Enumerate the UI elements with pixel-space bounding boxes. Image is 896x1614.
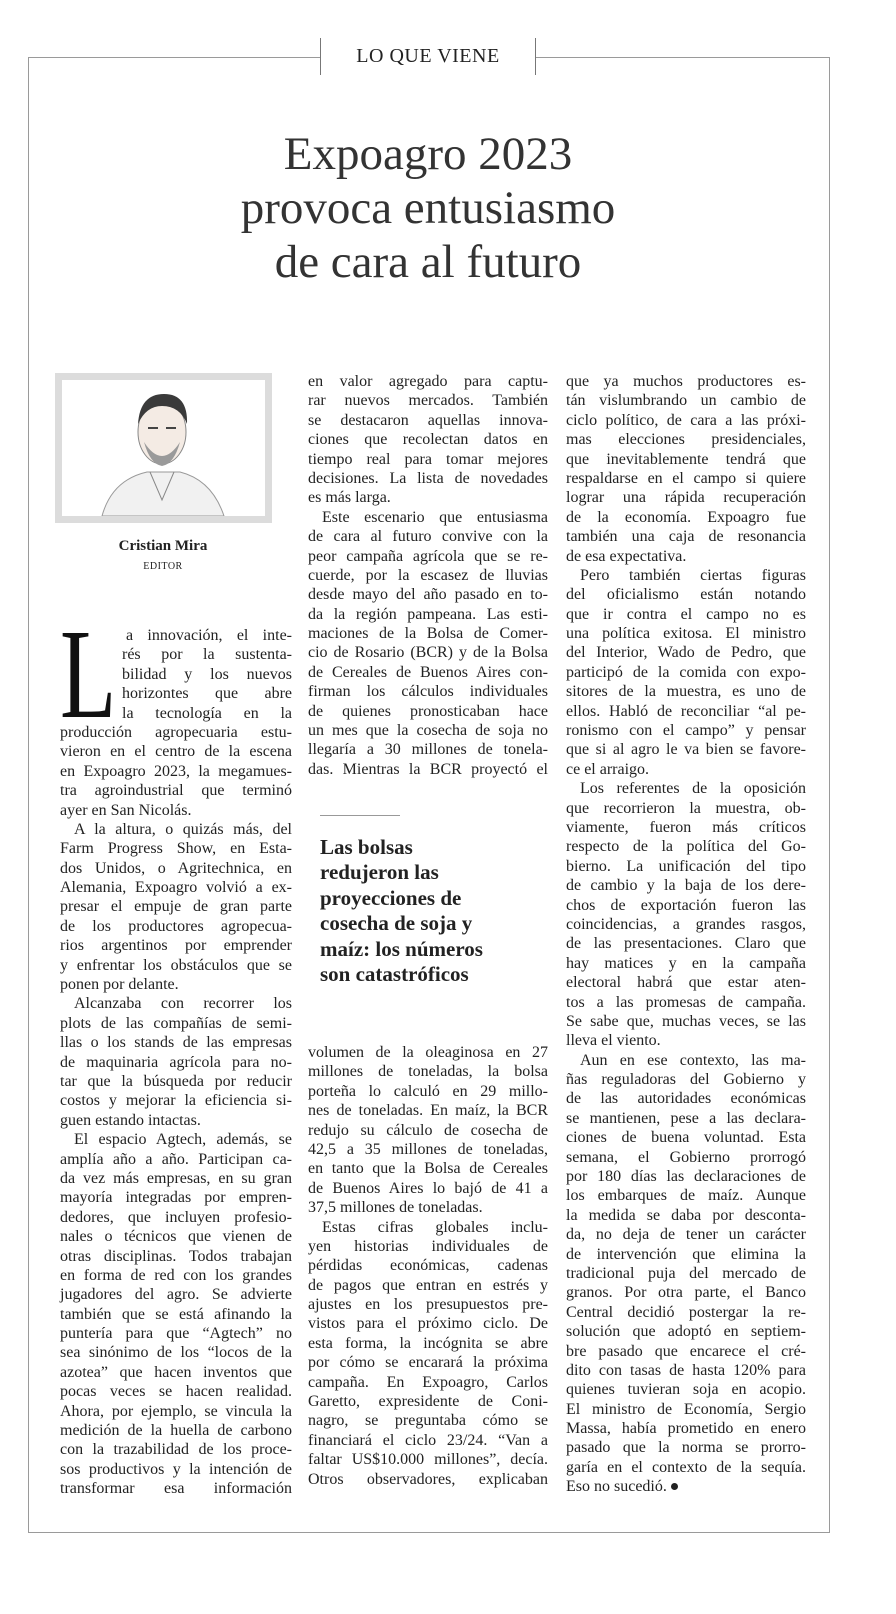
text-line: de maquinaria agrícola para no- (60, 1053, 292, 1071)
text-line: tiempo real para tomar mejores (308, 450, 548, 468)
text-line: Se sabe que, muchas veces, se las (566, 1012, 806, 1030)
text-line: jugadores del agro. Se advierte (60, 1286, 292, 1304)
text-line: de la economía. Expoagro fue (566, 508, 806, 526)
text-line: por 180 días las declaraciones de (566, 1168, 806, 1186)
headline-line: de cara al futuro (274, 236, 582, 288)
text-line: un mes que la cosecha de soja no (308, 722, 548, 740)
text-line: bre pasado que encarece el cré- (566, 1342, 806, 1360)
text-line: tradicional puja del mercado de (566, 1264, 806, 1282)
text-line: Este escenario que entusiasma (322, 508, 548, 526)
text-line: Eso no sucedió. (566, 1477, 806, 1496)
text-line: de las autoridades económicas (566, 1090, 806, 1108)
text-line: Farm Progress Show, en Esta- (60, 840, 292, 858)
text-line: 37,5 millones de toneladas. (308, 1199, 483, 1217)
text-line: 42,5 a 35 millones de toneladas, (308, 1140, 548, 1158)
text-line: granos. Por otra parte, el Banco (566, 1284, 806, 1302)
text-line: participó de la comida con expo- (566, 663, 806, 681)
text-line: sitores de la muestra, es uno de (566, 683, 806, 701)
text-line: campaña. En Expoagro, Carlos (308, 1373, 548, 1391)
text-line: del oficialismo están notando (566, 586, 806, 604)
text-line: da, no deja de tener un carácter (566, 1226, 806, 1244)
text-line: por cómo se encarará la próxima (308, 1354, 548, 1372)
column-2-top (308, 372, 548, 779)
column-2-bottom (308, 1043, 548, 1489)
text-line: respecto de la política del Go- (566, 838, 806, 856)
text-line: El ministro de Economía, Sergio (566, 1400, 806, 1418)
text-line: ayer en San Nicolás. (60, 801, 192, 819)
text-line: lograr una rápida recuperación (566, 489, 806, 507)
text-line: cio de Rosario (BCR) y de la Bolsa (308, 644, 548, 662)
text-line: ciones de buena voluntad. Esta (566, 1129, 806, 1147)
text-line: la medida se daba por desconta- (566, 1206, 806, 1224)
text-line: vieron en el centro de la escena (60, 743, 292, 761)
paragraph (308, 372, 548, 508)
text-line: El espacio Agtech, además, se (74, 1131, 292, 1149)
drop-cap: L (60, 603, 117, 745)
pullquote-line: redujeron las (320, 860, 439, 885)
text-line: Aun en ese contexto, las ma- (580, 1051, 806, 1069)
text-line: amplía año a año. Participan ca- (60, 1150, 292, 1168)
text-line: transformar esa información (60, 1480, 292, 1498)
text-line: ce el arraigo. (566, 760, 650, 778)
text-line: que ya muchos productores es- (566, 373, 806, 390)
text-line: tán vislumbrando un cambio de (566, 392, 806, 410)
text-line: ellos. Habló de reconciliar “al pe- (566, 702, 806, 720)
text-line: millones de toneladas, la bolsa (308, 1063, 548, 1081)
text-line: también que se está afinando la (60, 1305, 292, 1323)
paragraph (60, 994, 292, 1130)
text-line: mas elecciones presidenciales, (566, 431, 806, 449)
text-line: pocas veces se hacen realidad. (60, 1383, 292, 1401)
text-line: Massa, había prometido en enero (566, 1420, 806, 1438)
text-line: redujo su cálculo de cosecha de (308, 1121, 548, 1139)
text-line: llegaría a 30 millones de tonela- (308, 741, 548, 759)
text-line: faltar US$10.000 millones”, decía. (308, 1451, 548, 1469)
text-line: que si al agro le va bien se favore- (566, 741, 806, 759)
text-line: bilidad y los nuevos (122, 665, 292, 683)
pullquote-line: Las bolsas (320, 835, 413, 859)
author-portrait (55, 373, 272, 523)
text-line: costos y mejorar la eficiencia si- (60, 1092, 292, 1110)
text-line: vistos para el próximo ciclo. De (308, 1315, 548, 1333)
pullquote (320, 835, 550, 987)
text-line: plots de las compañías de semi- (60, 1014, 292, 1032)
text-line: Estas cifras globales inclu- (322, 1218, 548, 1236)
text-line: es más larga. (308, 489, 391, 507)
text-line: que recorrieron la muestra, ob- (566, 799, 806, 817)
text-line: hay matices y en la campaña (566, 954, 806, 972)
text-line: producción agropecuaria estu- (60, 723, 292, 741)
text-line: nagro, se preguntaba cómo se (308, 1412, 548, 1430)
text-line: que inevitablemente tendrá que (566, 450, 806, 468)
text-line: semana, el Gobierno prorrogó (566, 1148, 806, 1166)
text-line: una política exitosa. El ministro (566, 625, 806, 643)
text-line: nes de toneladas. En maíz, la BCR (308, 1102, 548, 1120)
text-line: ñas reguladoras del Gobierno y (566, 1071, 806, 1089)
text-line: Alcanzaba con recorrer los (74, 995, 292, 1013)
text-line: pasado que la norma se prorro- (566, 1439, 806, 1457)
text-line: de los productores agropecua- (60, 917, 292, 935)
paragraph (566, 566, 806, 779)
author-name: Cristian Mira (118, 538, 208, 554)
text-line: otras disciplinas. Todos trabajan (60, 1247, 292, 1265)
text-line: rios argentinos por emprender (60, 937, 292, 955)
text-line: con la trazabilidad de los proce- (60, 1441, 292, 1459)
text-line: ponen por delante. (60, 976, 179, 994)
text-line: de cambio y la baja de los dere- (566, 877, 806, 895)
text-line: dito con tasas de hasta 120% para (566, 1361, 806, 1379)
text-line: viamente, fueron más críticos (566, 818, 806, 836)
paragraph (308, 1043, 548, 1218)
text-line: Otros observadores, explicaban (308, 1470, 548, 1488)
text-line: pérdidas económicas, cadenas (308, 1257, 548, 1275)
text-line: Los referentes de la oposición (580, 780, 806, 798)
text-line: de Cereales de Buenos Aires con- (308, 663, 548, 681)
text-line: tra agroindustrial que terminó (60, 782, 292, 800)
text-line: Pero también ciertas figuras (580, 566, 806, 584)
text-line: Alemania, Expoagro volvió a ex- (60, 879, 292, 897)
headline-line: provoca entusiasmo (240, 182, 616, 234)
text-line: quienes tuvieran soja en acopio. (566, 1381, 806, 1399)
text-line: das. Mientras la BCR proyectó el (308, 760, 548, 778)
text-line: cuerde, por la escasez de lluvias (308, 566, 548, 584)
text-line: tos a las promesas de campaña. (566, 993, 806, 1011)
text-line: ajustes en los presupuestos pre- (308, 1296, 548, 1314)
text-line: sea sinónimo de los “locos de la (60, 1344, 292, 1362)
text-line: bierno. La unificación del tipo (566, 857, 806, 875)
text-line: sos productivos y la intención de (60, 1460, 292, 1478)
text-line: de quienes pronosticaban hace (308, 702, 548, 720)
pullquote-line: cosecha de soja y (320, 911, 473, 936)
pullquote-line: proyecciones de (320, 885, 462, 910)
text-line: A la altura, o quizás más, del (74, 820, 292, 838)
paragraph (60, 1130, 292, 1498)
text-line: de cara al futuro convive con la (308, 528, 548, 546)
text-line: se mantienen, pese a las declara- (566, 1109, 806, 1127)
author-role: EDITOR (143, 561, 183, 572)
pullquote-line: maíz: los números (320, 936, 483, 961)
text-line: horizontes que abre (122, 685, 292, 703)
column-1 (60, 603, 292, 1499)
text-line: de esa expectativa. (566, 547, 687, 565)
text-line: peor campaña agrícola que se re- (308, 547, 548, 565)
text-line: presar el empuje de gran parte (60, 898, 292, 916)
text-line: electoral habrá que estar aten- (566, 974, 806, 992)
text-line: y enfrentar los obstáculos que se (60, 956, 292, 974)
text-line: da la región pampeana. Las esti- (308, 605, 548, 623)
text-line: Central decidió postergar la re- (566, 1303, 806, 1321)
column-3 (566, 372, 806, 1497)
text-line: los embarques de maíz. Aunque (566, 1187, 806, 1205)
text-line: de pagos que entran en estrés y (308, 1276, 548, 1294)
text-line: Garetto, expresidente de Coni- (308, 1393, 548, 1411)
text-line: volumen de la oleaginosa en 27 (308, 1044, 548, 1061)
text-line: puntería para que “Agtech” no (60, 1325, 292, 1343)
text-line: da vez más empresas, en su gran (60, 1169, 292, 1187)
text-line: dos Unidos, o Agritechnica, en (60, 859, 292, 877)
pullquote-line: son catastróficos (320, 962, 469, 987)
text-line: rés por la sustenta- (122, 646, 292, 664)
text-line: en Expoagro 2023, la megamues- (60, 762, 292, 780)
text-line: maciones de la Bolsa de Comer- (308, 625, 548, 643)
text-line: la tecnología en la (122, 704, 292, 722)
text-line: rar nuevos mercados. También (308, 392, 548, 410)
text-line: también una caja de resonancia (566, 528, 806, 546)
text-line: chos de exportación fueron las (566, 896, 806, 914)
text-line: nales o técnicos que vienen de (60, 1228, 292, 1246)
paragraph (60, 603, 292, 820)
text-line: llas o los stands de las empresas (60, 1034, 292, 1052)
text-line: guen estando intactas. (60, 1111, 201, 1129)
text-line: yen historias individuales de (308, 1237, 548, 1255)
text-line: porteña lo calculó en 29 millo- (308, 1082, 548, 1100)
text-line: mayoría integradas por empren- (60, 1189, 292, 1207)
headline (100, 127, 756, 289)
text-line: se destacaron aquellas innova- (308, 411, 548, 429)
text-line: dedores, que incluyen profesio- (60, 1208, 292, 1226)
text-line: Ahora, por ejemplo, se vincula la (60, 1402, 292, 1420)
text-line: decisiones. La lista de novedades (308, 469, 548, 487)
text-line: en tanto que la Bolsa de Cereales (308, 1160, 548, 1178)
paragraph (308, 1218, 548, 1489)
text-line: respaldarse en el campo si quiere (566, 469, 806, 487)
pullquote-divider (320, 815, 400, 816)
text-line: financiará el ciclo 23/24. “Van a (308, 1431, 548, 1449)
paragraph (60, 820, 292, 995)
text-line: medición de la huella de carbono (60, 1422, 292, 1440)
end-of-article-icon (671, 1483, 678, 1490)
text-line: de las presentaciones. Claro que (566, 935, 806, 953)
text-line: ciones que recolectan datos en (308, 431, 548, 449)
text-line: a innovación, el inte- (126, 627, 292, 644)
text-line: coincidencias, a grandes rasgos, (566, 915, 806, 933)
text-line: que ir contra el campo no es (566, 605, 806, 623)
text-line: tar que la búsqueda por reducir (60, 1072, 292, 1090)
text-line: azotea” que hacen inventos que (60, 1363, 292, 1381)
paragraph (308, 508, 548, 779)
paragraph (566, 779, 806, 1050)
text-line: esta forma, la incógnita se abre (308, 1334, 548, 1352)
text-line: garía en el contexto de la sequía. (566, 1458, 806, 1476)
text-line: solución que adoptó en septiem- (566, 1323, 806, 1341)
text-line: lleva el viento. (566, 1032, 661, 1050)
text-line: en forma de red con los grandes (60, 1266, 292, 1284)
text-line: del Interior, Wado de Pedro, que (566, 644, 806, 662)
text-line: de intervención que elimina la (566, 1245, 806, 1263)
text-line: firman los cálculos individuales (308, 683, 548, 701)
section-label: LO QUE VIENE (320, 38, 536, 75)
headline-line: Expoagro 2023 (283, 128, 573, 180)
text-line: de Buenos Aires lo bajó de 41 a (308, 1179, 548, 1197)
paragraph (566, 1051, 806, 1497)
text-line: ronismo con el campo” y pensar (566, 722, 806, 740)
text-line: en valor agregado para captu- (308, 373, 548, 390)
paragraph (566, 372, 806, 566)
portrait-sketch-icon (62, 380, 265, 516)
text-line: desde mayo del año pasado en to- (308, 586, 548, 604)
text-line: ciclo político, de cara a las próxi- (566, 411, 806, 429)
